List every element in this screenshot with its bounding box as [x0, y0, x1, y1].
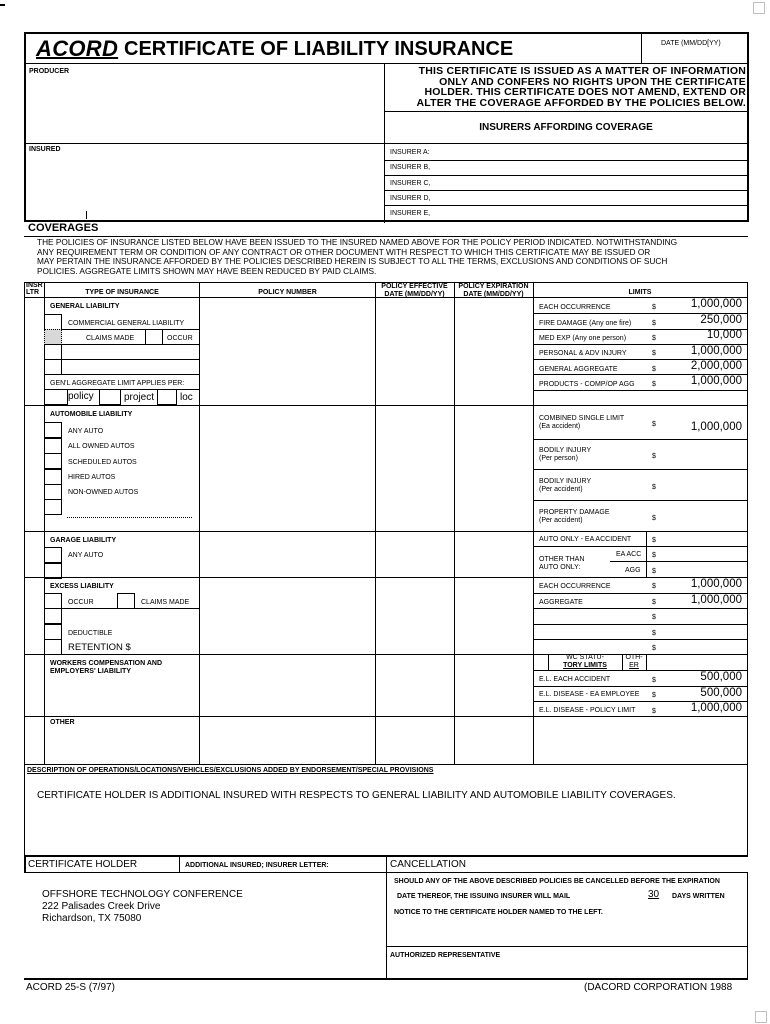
col-ltr-text: LTR: [26, 289, 40, 296]
policy-checkbox[interactable]: [44, 389, 68, 405]
bi-accident-line2: (Per accident): [539, 486, 583, 493]
col-eff-divider: [454, 282, 455, 765]
fire-damage-dollar: $: [652, 320, 656, 327]
copyright: (DACORD CORPORATION 1988: [584, 982, 733, 993]
garage-any-auto-label: ANY AUTO: [68, 552, 104, 559]
ea-acc-dollar: $: [652, 552, 656, 559]
other-section-bottom: [24, 764, 748, 765]
property-damage-label: [539, 509, 610, 525]
hired-checkbox[interactable]: [44, 469, 62, 485]
holder-mid-divider: [179, 857, 180, 872]
other-than-line2: AUTO ONLY:: [539, 564, 581, 571]
form-left-border: [24, 32, 26, 222]
el-each-accident-value: 500,000: [700, 671, 742, 683]
gl-blank-checkbox-1[interactable]: [44, 344, 62, 360]
cancellation-divider: [386, 857, 387, 980]
cancellation-line-2a: DATE THEREOF, THE ISSUING INSURER WILL MAIL: [397, 893, 571, 900]
med-exp-value: 10,000: [706, 329, 742, 341]
col-type-divider: [199, 282, 200, 765]
excess-blank-checkbox[interactable]: [44, 608, 62, 624]
deductible-label: DEDUCTIBLE: [68, 630, 113, 637]
ea-acc-label: EA ACC: [616, 551, 642, 558]
other-than-line1: OTHER THAN: [539, 556, 585, 563]
col-insr: [26, 282, 43, 296]
products-comp-value: 1,000,000: [690, 375, 742, 387]
form-bottom-line: [24, 978, 748, 980]
date-label: DATE (MM/DD[YY): [661, 40, 721, 47]
el-disease-policy-value: 1,000,000: [690, 702, 742, 714]
el-disease-employee-label: E.L. DISEASE - EA EMPLOYEE: [539, 691, 640, 698]
insurers-heading: INSURERS AFFORDING COVERAGE: [479, 122, 653, 133]
auto-only-ea-accident-label: AUTO ONLY - EA ACCIDENT: [539, 536, 632, 543]
coverages-line-1: THE POLICIES OF INSURANCE LISTED BELOW HAVE BEEN ISSUED TO THE INSURED NAMED ABOVE FOR THE POLICY PERIOD INDICATED. NOTWITHSTANDING: [37, 237, 678, 247]
excess-claims-made-label: CLAIMS MADE: [141, 599, 190, 606]
retention-checkbox[interactable]: [44, 639, 62, 655]
gl-row-line-3: [61, 359, 199, 360]
claims-made-checkbox[interactable]: [44, 329, 62, 345]
authorized-representative-label: AUTHORIZED REPRESENTATIVE: [390, 952, 501, 959]
notice-line-1: THIS CERTIFICATE IS ISSUED AS A MATTER OF INFORMATION: [418, 65, 746, 77]
col-exp-line2: DATE (MM/DD/YY): [463, 290, 524, 298]
cancellation-line-3: NOTICE TO THE CERTIFICATE HOLDER NAMED TO THE LEFT.: [394, 909, 603, 916]
property-damage-line1: PROPERTY DAMAGE: [539, 509, 610, 516]
notice-line-2: ONLY AND CONFERS NO RIGHTS UPON THE CERTIFICATE: [439, 75, 746, 88]
workers-comp-line1: WORKERS COMPENSATION AND: [50, 660, 162, 667]
csl-label-line2: (Ea accident): [539, 423, 581, 430]
authorized-line: [386, 946, 748, 947]
retention-label: RETENTION $: [68, 642, 131, 653]
workers-comp-heading: [50, 660, 162, 676]
garage-limit-divider: [646, 531, 647, 577]
property-damage-dollar: $: [652, 515, 656, 522]
wc-other: [622, 654, 646, 670]
deductible-checkbox[interactable]: [44, 624, 62, 640]
garage-liability-heading: GARAGE LIABILITY: [50, 537, 117, 544]
excess-each-occurrence-value: 1,000,000: [690, 578, 742, 590]
occur-checkbox[interactable]: [145, 329, 163, 345]
form-title: CERTIFICATE OF LIABILITY INSURANCE: [124, 38, 514, 60]
general-aggregate-dollar: $: [652, 366, 656, 373]
excess-claims-made-checkbox[interactable]: [117, 593, 135, 609]
occur-label: OCCUR: [167, 335, 193, 342]
workers-section-bottom: [24, 716, 748, 717]
each-occurrence-dollar: $: [652, 304, 656, 311]
general-aggregate-value: 2,000,000: [690, 360, 742, 372]
insured-label: INSURED: [29, 146, 61, 153]
producer-bottom-line: [24, 143, 748, 144]
cgl-checkbox[interactable]: [44, 314, 62, 330]
all-owned-label: ALL OWNED AUTOS: [68, 443, 135, 450]
scheduled-label: SCHEDULED AUTOS: [68, 459, 137, 466]
excess-each-occurrence-dollar: $: [652, 583, 656, 590]
gl-section-bottom: [24, 405, 748, 406]
el-disease-policy-label: E.L. DISEASE - POLICY LIMIT: [539, 707, 636, 714]
policy-label: policy: [68, 391, 94, 402]
general-aggregate-label: GENERAL AGGREGATE: [539, 366, 618, 373]
col-policy-divider: [375, 282, 376, 765]
auto-only-ea-accident-dollar: $: [652, 537, 656, 544]
form-top-border: [24, 32, 748, 34]
bi-person-label: [539, 447, 591, 463]
agg-dollar: $: [652, 568, 656, 575]
header-bottom-line: [24, 63, 748, 64]
med-exp-label: MED EXP (Any one person): [539, 335, 627, 342]
col-eff-line1: POLICY EFFECTIVE: [381, 283, 448, 290]
gl-row-line-1: [61, 329, 199, 330]
any-auto-checkbox[interactable]: [44, 422, 62, 438]
scheduled-checkbox[interactable]: [44, 453, 62, 469]
auto-blank-checkbox-1[interactable]: [44, 499, 62, 515]
insured-bottom-line: [24, 220, 748, 222]
csl-label-line1: COMBINED SINGLE LIMIT: [539, 415, 625, 422]
wc-er-text: ER: [629, 662, 639, 669]
excess-liability-heading: EXCESS LIABILITY: [50, 583, 114, 590]
cancellation-label-line: [386, 872, 748, 873]
insurer-c-label: INSURER C,: [390, 180, 431, 187]
page-corner-top-right: [753, 2, 765, 14]
excess-occur-label: OCCUR: [68, 599, 94, 606]
coverages-statement: [37, 238, 677, 277]
any-auto-label: ANY AUTO: [68, 428, 104, 435]
claims-made-label: CLAIMS MADE: [86, 335, 135, 342]
description-right-border: [747, 764, 748, 856]
col-effective-date: [375, 283, 454, 298]
med-exp-dollar: $: [652, 335, 656, 342]
personal-adv-injury-label: PERSONAL & ADV INJURY: [539, 350, 627, 357]
fire-damage-label: FIRE DAMAGE (Any one fire): [539, 320, 632, 327]
csl-label: [539, 415, 624, 431]
hired-label: HIRED AUTOS: [68, 474, 116, 481]
excess-limit-line-3: [533, 624, 747, 625]
wc-statu-text: WC STATU-: [566, 654, 604, 661]
garage-any-auto-checkbox[interactable]: [44, 547, 62, 563]
insurer-b-label: INSURER B,: [390, 164, 431, 171]
excess-blank-dollar-3: $: [652, 645, 656, 652]
other-than-auto-label: [539, 556, 584, 572]
excess-occur-checkbox[interactable]: [44, 593, 62, 609]
description-left-border: [24, 764, 25, 856]
holder-city: Richardson, TX 75080: [42, 913, 142, 924]
col-policy-number: POLICY NUMBER: [258, 289, 317, 296]
insurer-c-line: [384, 190, 748, 191]
each-occurrence-value: 1,000,000: [690, 298, 742, 310]
holder-street: 222 Palisades Creek Drive: [42, 901, 161, 912]
page-corner-bottom-right: [755, 1011, 767, 1023]
cancellation-label: CANCELLATION: [390, 859, 466, 870]
excess-blank-dollar-2: $: [652, 630, 656, 637]
csl-dollar: $: [652, 421, 656, 428]
workers-comp-line2: EMPLOYERS' LIABILITY: [50, 668, 132, 675]
cancellation-right-border: [747, 872, 748, 980]
notice-line-3: HOLDER. THIS CERTIFICATE DOES NOT AMEND, EXTEND OR: [424, 86, 746, 98]
cancellation-line-2b: DAYS WRITTEN: [672, 893, 725, 900]
notice-bottom-line: [384, 111, 748, 112]
certificate-holder-label: CERTIFICATE HOLDER: [28, 859, 138, 870]
other-heading: OTHER: [50, 719, 75, 726]
wc-other-right: [646, 654, 647, 670]
gl-row-line-4: [61, 374, 199, 375]
insurer-b-line: [384, 175, 748, 176]
gl-row-line-2: [61, 344, 199, 345]
coverages-heading: COVERAGES: [28, 222, 99, 234]
description-text: CERTIFICATE HOLDER IS ADDITIONAL INSURED WITH RESPECTS TO GENERAL LIABILITY AND AUTOMOBILE LIABILITY COVERAGES.: [37, 790, 676, 801]
insurer-d-label: INSURER D,: [390, 195, 431, 202]
loc-label: loc: [180, 392, 193, 403]
garage-limit-line-1: [533, 546, 747, 547]
acord-logo: ACORD: [36, 36, 119, 61]
holder-left-border: [24, 857, 26, 872]
personal-adv-injury-dollar: $: [652, 350, 656, 357]
bi-person-dollar: $: [652, 453, 656, 460]
auto-section-bottom: [24, 531, 748, 532]
holder-label-line: [24, 872, 386, 873]
producer-label: PRODUCER: [29, 68, 70, 75]
all-owned-checkbox[interactable]: [44, 438, 62, 454]
form-number: ACORD 25-S (7/97): [26, 982, 115, 993]
el-each-accident-dollar: $: [652, 677, 656, 684]
products-comp-label: PRODUCTS - COMP/OP AGG: [539, 381, 635, 388]
col-exp-divider: [533, 282, 534, 765]
col-expiration-date: [454, 283, 533, 298]
description-label: DESCRIPTION OF OPERATIONS/LOCATIONS/VEHICLES/EXCLUSIONS ADDED BY ENDORSEMENT/SPECIAL PROVISIONS: [27, 767, 434, 774]
cgl-label: COMMERCIAL GENERAL LIABILITY: [68, 320, 185, 327]
products-comp-dollar: $: [652, 381, 656, 388]
excess-aggregate-dollar: $: [652, 599, 656, 606]
gl-limit-line-6: [533, 390, 747, 391]
excess-limit-line-4: [533, 639, 747, 640]
wc-oth-text: OTH-: [625, 654, 643, 661]
table-right-border: [747, 282, 748, 765]
bi-accident-dollar: $: [652, 484, 656, 491]
cancellation-line-1: SHOULD ANY OF THE ABOVE DESCRIBED POLICIES BE CANCELLED BEFORE THE EXPIRATION: [394, 878, 720, 885]
el-disease-employee-value: 500,000: [700, 687, 742, 699]
excess-aggregate-value: 1,000,000: [690, 594, 742, 606]
auto-limit-line-3: [533, 500, 747, 501]
insured-tick: [86, 211, 87, 219]
col-insr-text: INSR: [26, 282, 43, 289]
table-left-border: [24, 282, 25, 765]
col-eff-line2: DATE (MM/DD/YY): [384, 290, 445, 298]
auto-limit-line-2: [533, 469, 747, 470]
excess-blank-dollar-1: $: [652, 614, 656, 621]
excess-each-occurrence-label: EACH OCCURRENCE: [539, 583, 611, 590]
coverages-line-4: POLICIES. AGGREGATE LIMITS SHOWN MAY HAVE BEEN REDUCED BY PAID CLAIMS.: [37, 266, 377, 277]
col-exp-line1: POLICY EXPIRATION: [458, 283, 529, 290]
fire-damage-value: 250,000: [700, 314, 742, 326]
bi-accident-line1: BODILY INJURY: [539, 478, 592, 485]
auto-liability-heading: AUTOMOBILE LIABILITY: [50, 411, 133, 418]
non-owned-checkbox[interactable]: [44, 484, 62, 500]
excess-aggregate-label: AGGREGATE: [539, 599, 583, 606]
coverages-line-3: MAY PERTAIN THE INSURANCE AFFORDED BY THE POLICIES DESCRIBED HEREIN IS SUBJECT TO ALL THE TERMS, EXCLUSIONS AND CONDITIONS OF SUCH: [37, 256, 668, 267]
el-disease-policy-dollar: $: [652, 708, 656, 715]
notice-line-4: ALTER THE COVERAGE AFFORDED BY THE POLICIES BELOW.: [416, 96, 746, 109]
el-disease-employee-dollar: $: [652, 692, 656, 699]
each-occurrence-label: EACH OCCURRENCE: [539, 304, 611, 311]
insurer-a-label: INSURER A:: [390, 149, 430, 156]
garage-limit-line-2: [610, 561, 747, 562]
wc-statutory-limits: [550, 654, 620, 670]
project-checkbox[interactable]: [99, 389, 121, 405]
bi-accident-label: [539, 478, 591, 494]
agg-label: AGG: [625, 567, 641, 574]
holder-name: OFFSHORE TECHNOLOGY CONFERENCE: [42, 889, 243, 900]
auto-blank-line: [67, 517, 192, 518]
project-label: project: [124, 392, 155, 403]
non-owned-label: NON-OWNED AUTOS: [68, 489, 139, 496]
insurer-e-label: INSURER E,: [390, 210, 431, 217]
col-limits: LIMITS: [628, 289, 652, 296]
general-liability-heading: GENERAL LIABILITY: [50, 303, 120, 310]
csl-value: 1,000,000: [690, 421, 742, 433]
el-each-accident-label: E.L. EACH ACCIDENT: [539, 676, 611, 683]
certificate-notice: [386, 66, 746, 108]
loc-checkbox[interactable]: [157, 389, 177, 405]
tory-limits-text: TORY LIMITS: [563, 662, 607, 669]
wc-statu-left: [548, 654, 549, 670]
page-corner-top-left: [0, 4, 5, 6]
excess-line-1: [44, 608, 199, 609]
insurer-a-line: [384, 160, 748, 161]
cancellation-days: 30: [648, 889, 660, 900]
auto-limit-line-1: [533, 439, 747, 440]
personal-adv-injury-value: 1,000,000: [690, 345, 742, 357]
date-box-divider: [641, 32, 642, 63]
col-type-of-insurance: TYPE OF INSURANCE: [85, 289, 159, 296]
garage-section-bottom: [24, 577, 748, 578]
gl-aggregate-applies-label: GEN'L AGGREGATE LIMIT APPLIES PER:: [50, 380, 185, 387]
property-damage-line2: (Per accident): [539, 517, 583, 524]
insurer-d-line: [384, 205, 748, 206]
excess-limit-line-2: [533, 608, 747, 609]
bi-person-line2: (Per person): [539, 455, 578, 462]
gl-blank-checkbox-2[interactable]: [44, 359, 62, 375]
coverages-line-2: ANY REQUIREMENT TERM OR CONDITION OF ANY CONTRACT OR OTHER DOCUMENT WITH RESPECT TO WHICH THIS CERTIFICATE MAY BE ISSUED OR: [37, 246, 651, 257]
holder-address: [42, 889, 243, 925]
additional-insured-label: ADDITIONAL INSURED; INSURER LETTER:: [185, 862, 329, 869]
bi-person-line1: BODILY INJURY: [539, 447, 592, 454]
